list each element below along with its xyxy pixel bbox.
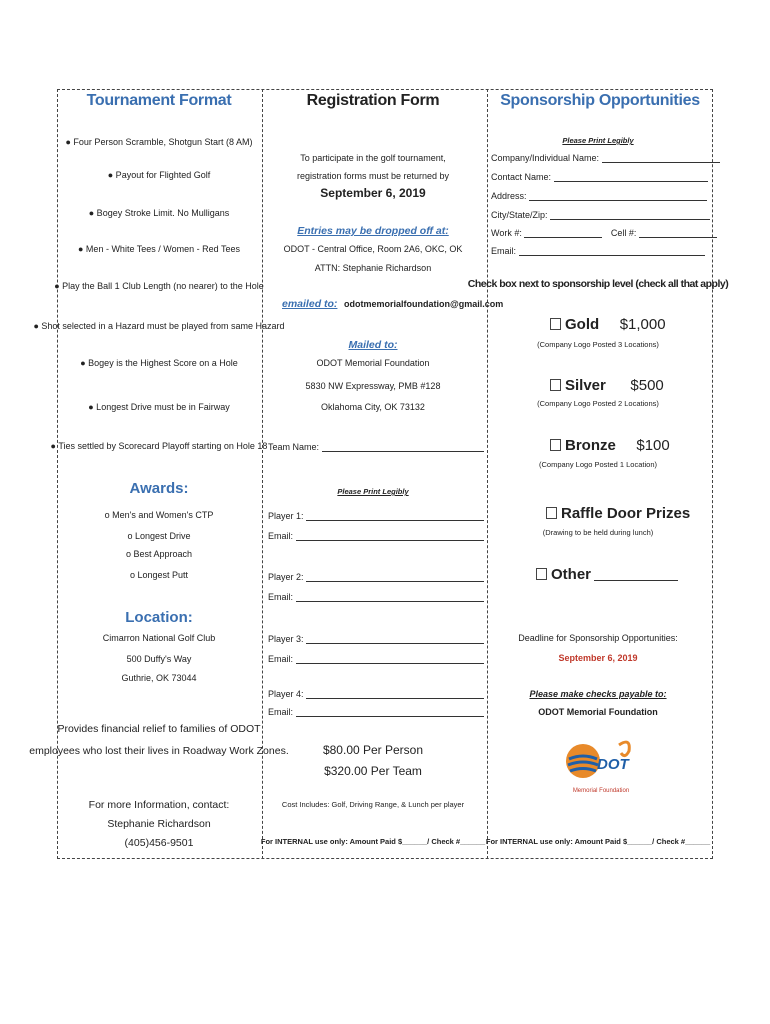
- print-legibly-note: Please Print Legibly: [562, 136, 634, 145]
- field-input[interactable]: [554, 171, 708, 182]
- registration-form-heading: Registration Form: [306, 92, 440, 109]
- address-field[interactable]: [491, 190, 707, 202]
- bronze-checkbox[interactable]: [550, 439, 561, 451]
- silver-checkbox[interactable]: [550, 379, 561, 391]
- deadline-label: Deadline for Sponsorship Opportunities:: [518, 633, 678, 643]
- raffle-checkbox[interactable]: [546, 507, 557, 519]
- level-name: Silver: [565, 377, 606, 394]
- logo-caption: Memorial Foundation: [572, 788, 630, 794]
- other-option[interactable]: [536, 566, 678, 584]
- field-input[interactable]: [550, 209, 710, 220]
- intro-line: To participate in the golf tournament,: [300, 153, 446, 163]
- level-name: Bronze: [565, 437, 616, 454]
- contact-phone: (405)456-9501: [124, 837, 194, 849]
- work-label: Work #:: [491, 228, 522, 238]
- level-note: (Company Logo Posted 1 Location): [539, 460, 657, 469]
- checks-label: Please make checks payable to:: [529, 689, 667, 699]
- other-label: Other: [551, 566, 592, 583]
- player-input[interactable]: [306, 510, 484, 521]
- deadline-date: September 6, 2019: [558, 653, 638, 663]
- player-email-field[interactable]: [268, 530, 484, 542]
- email-field[interactable]: [491, 245, 705, 257]
- level-price: $500: [630, 377, 664, 394]
- intro-line: registration forms must be returned by: [296, 171, 450, 181]
- rule-item: ● Four Person Scramble, Shotgun Start (8 AM): [65, 137, 253, 147]
- level-price: $1,000: [619, 316, 666, 333]
- print-legibly-note: Please Print Legibly: [337, 487, 409, 496]
- field-label: Email:: [491, 246, 517, 256]
- dropoff-attn: ATTN: Stephanie Richardson: [314, 263, 432, 273]
- contact-line: For more Information, contact:: [88, 799, 230, 811]
- player-field[interactable]: [268, 510, 484, 522]
- svg-text:DOT: DOT: [597, 756, 629, 773]
- check-box-heading: Check box next to sponsorship level (check all that apply): [467, 278, 729, 290]
- rule-item: ● Bogey is the Highest Score on a Hole: [80, 358, 238, 368]
- player-label: Player 4:: [268, 689, 304, 699]
- field-input[interactable]: [529, 190, 707, 201]
- city-state-zip-field[interactable]: [491, 209, 710, 221]
- column-divider-left: [262, 89, 263, 859]
- raffle-label: Raffle Door Prizes: [561, 505, 691, 522]
- level-price: $100: [636, 437, 670, 454]
- gold-checkbox[interactable]: [550, 318, 561, 330]
- rule-item: ● Payout for Flighted Golf: [107, 170, 211, 180]
- rule-item: ● Men - White Tees / Women - Red Tees: [78, 244, 240, 254]
- rule-item: ● Shot selected in a Hazard must be played from same Hazard: [33, 321, 285, 331]
- gold-level[interactable]: [550, 316, 666, 334]
- email-label: Email:: [268, 531, 294, 541]
- rule-item: ● Play the Ball 1 Club Length (no nearer) to the Hole: [54, 281, 264, 291]
- award-item: o Longest Putt: [129, 570, 189, 580]
- price-per-person: $80.00 Per Person: [322, 743, 424, 757]
- level-note: (Company Logo Posted 2 Locations): [537, 399, 659, 408]
- award-item: o Men's and Women's CTP: [104, 510, 214, 520]
- location-heading: Location:: [125, 609, 193, 626]
- contact-field[interactable]: [491, 171, 708, 183]
- player-field[interactable]: [268, 688, 484, 700]
- raffle-option[interactable]: [546, 505, 690, 523]
- field-label: City/State/Zip:: [491, 210, 548, 220]
- checks-payee: ODOT Memorial Foundation: [538, 707, 658, 717]
- rule-item: ● Longest Drive must be in Fairway: [88, 402, 230, 412]
- column-divider-right: [487, 89, 488, 859]
- sponsorship-heading: Sponsorship Opportunities: [500, 92, 700, 109]
- award-item: o Best Approach: [125, 549, 193, 559]
- player-field[interactable]: [268, 571, 484, 583]
- player-label: Player 1:: [268, 511, 304, 521]
- internal-use-note: For INTERNAL use only: Amount Paid $______/ Check #______: [260, 837, 486, 846]
- email-label: Email:: [268, 707, 294, 717]
- return-date: September 6, 2019: [320, 186, 426, 200]
- mail-line: Oklahoma City, OK 73132: [321, 402, 425, 412]
- player-input[interactable]: [306, 688, 484, 699]
- bronze-level[interactable]: [550, 437, 670, 455]
- player-field[interactable]: [268, 633, 484, 645]
- award-item: o Longest Drive: [127, 531, 191, 541]
- tournament-format-heading: Tournament Format: [86, 92, 232, 109]
- dropoff-heading: Entries may be dropped off at:: [297, 225, 449, 237]
- player-input[interactable]: [306, 633, 484, 644]
- mail-line: 5830 NW Expressway, PMB #128: [305, 381, 441, 391]
- email-input[interactable]: [296, 706, 484, 717]
- price-per-team: $320.00 Per Team: [324, 764, 422, 778]
- awards-heading: Awards:: [129, 480, 189, 497]
- location-line: Cimarron National Golf Club: [102, 633, 216, 643]
- email-input[interactable]: [296, 591, 484, 602]
- raffle-note: (Drawing to be held during lunch): [542, 528, 654, 537]
- rule-item: ● Ties settled by Scorecard Playoff starting on Hole 18: [50, 441, 268, 451]
- work-input[interactable]: [524, 227, 602, 238]
- relief-line: employees who lost their lives in Roadway Work Zones.: [29, 745, 289, 757]
- player-label: Player 3:: [268, 634, 304, 644]
- other-input[interactable]: [594, 566, 678, 581]
- email-row: [282, 298, 503, 311]
- mail-line: ODOT Memorial Foundation: [316, 358, 430, 368]
- relief-line: Provides financial relief to families of ODOT: [57, 723, 261, 735]
- internal-use-note: For INTERNAL use only: Amount Paid $______/ Check #______: [485, 837, 711, 846]
- company-field[interactable]: [491, 152, 720, 164]
- player-email-field[interactable]: [268, 653, 484, 665]
- rule-item: ● Bogey Stroke Limit. No Mulligans: [88, 208, 230, 218]
- field-label: Company/Individual Name:: [491, 153, 600, 163]
- level-name: Gold: [565, 316, 600, 333]
- level-note: (Company Logo Posted 3 Locations): [537, 340, 659, 349]
- silver-level[interactable]: [550, 377, 664, 395]
- team-name-input[interactable]: [322, 441, 484, 452]
- cell-input[interactable]: [639, 227, 717, 238]
- field-label: Contact Name:: [491, 172, 552, 182]
- player-email-field[interactable]: [268, 706, 484, 718]
- email-input[interactable]: [296, 530, 484, 541]
- emailed-label: emailed to:: [282, 298, 338, 310]
- email-input[interactable]: [296, 653, 484, 664]
- player-email-field[interactable]: [268, 591, 484, 603]
- contact-name: Stephanie Richardson: [107, 818, 211, 830]
- field-input[interactable]: [519, 245, 705, 256]
- location-line: Guthrie, OK 73044: [121, 673, 197, 683]
- dropoff-address: ODOT - Central Office, Room 2A6, OKC, OK: [283, 244, 463, 254]
- player-label: Player 2:: [268, 572, 304, 582]
- cell-label: Cell #:: [610, 228, 637, 238]
- team-name-label: Team Name:: [268, 442, 320, 452]
- location-line: 500 Duffy's Way: [126, 654, 192, 664]
- field-label: Address:: [491, 191, 527, 201]
- mailed-heading: Mailed to:: [348, 339, 398, 351]
- field-input[interactable]: [602, 152, 720, 163]
- email-address[interactable]: odotmemorialfoundation@gmail.com: [343, 299, 504, 309]
- email-label: Email:: [268, 654, 294, 664]
- phone-fields[interactable]: [491, 227, 717, 239]
- cost-includes: Cost Includes: Golf, Driving Range, & Lunch per player: [281, 800, 465, 809]
- team-name-field[interactable]: [268, 441, 484, 453]
- email-label: Email:: [268, 592, 294, 602]
- player-input[interactable]: [306, 571, 484, 582]
- other-checkbox[interactable]: [536, 568, 547, 580]
